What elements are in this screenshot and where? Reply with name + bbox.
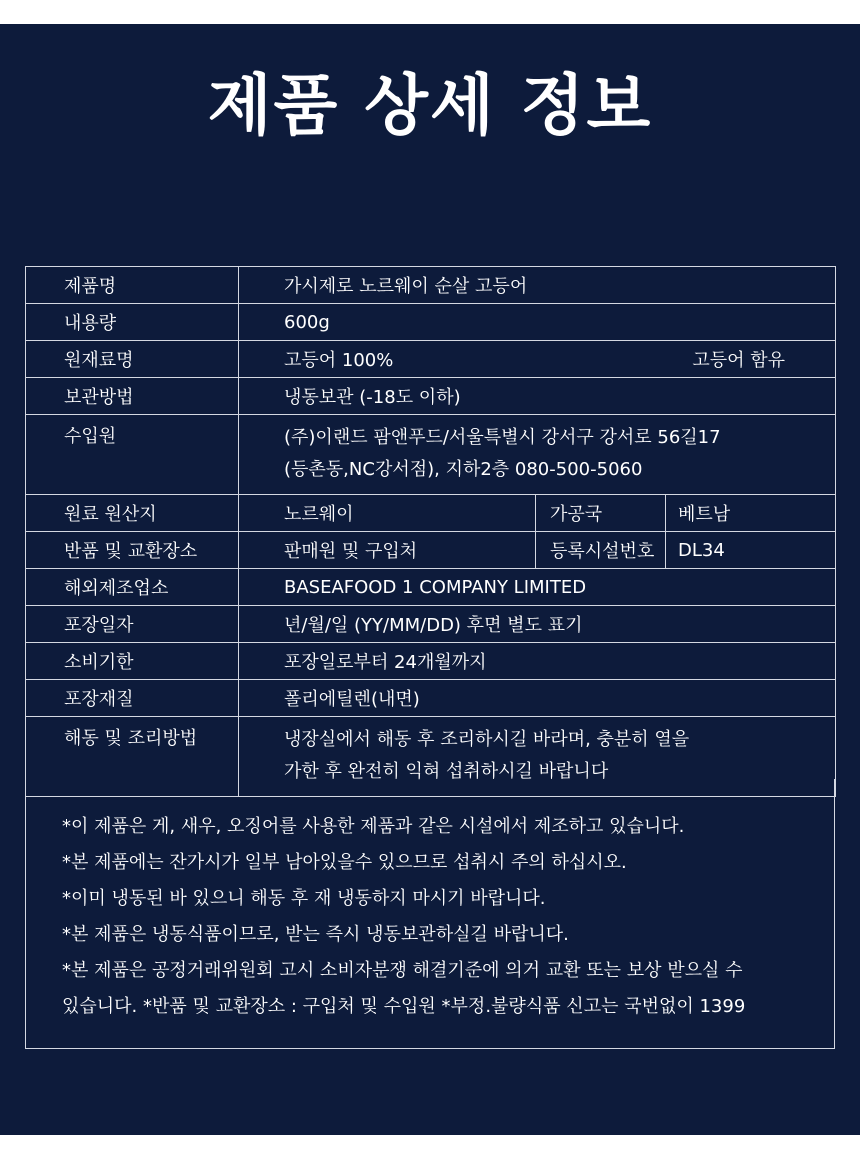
spec-row-expiry <box>26 643 836 680</box>
spec-value: 폴리에틸렌(내면) <box>239 680 836 717</box>
spec-sub-value: 베트남 <box>666 495 836 532</box>
ingredients-extra: 고등어 함유 <box>692 350 785 371</box>
spec-row-pack-date <box>26 606 836 643</box>
spec-value: 가시제로 노르웨이 순살 고등어 <box>239 267 836 304</box>
spec-row-origin <box>26 495 836 532</box>
spec-value: BASEAFOOD 1 COMPANY LIMITED <box>239 569 836 606</box>
cooking-line-2: 가한 후 완전히 익혀 섭취하시길 바랍니다 <box>284 761 609 782</box>
importer-line-2: (등촌동,NC강서점), 지하2층 080-500-5060 <box>284 459 643 480</box>
spec-value <box>239 415 836 495</box>
spec-sub-value: DL34 <box>666 532 836 569</box>
spec-row-packaging <box>26 680 836 717</box>
importer-line-1: (주)이랜드 팜앤푸드/서울특별시 강서구 강서로 56길17 <box>284 427 721 448</box>
spec-row-manufacturer <box>26 569 836 606</box>
spec-value: 냉동보관 (-18도 이하) <box>239 378 836 415</box>
spec-row-product-name <box>26 267 836 304</box>
notes-box <box>25 779 835 1049</box>
spec-sub-label: 가공국 <box>536 495 666 532</box>
note-line: *이미 냉동된 바 있으니 해동 후 재 냉동하지 마시기 바랍니다. <box>62 888 546 909</box>
spec-value: 판매원 및 구입처 <box>239 532 536 569</box>
spec-label: 내용량 <box>26 304 239 341</box>
spec-row-ingredients <box>26 341 836 378</box>
spec-label: 수입원 <box>26 415 239 495</box>
spec-label: 원재료명 <box>26 341 239 378</box>
spec-label: 원료 원산지 <box>26 495 239 532</box>
note-line: *본 제품은 냉동식품이므로, 받는 즉시 냉동보관하실길 바랍니다. <box>62 924 569 945</box>
spec-value <box>239 341 836 378</box>
spec-label: 포장일자 <box>26 606 239 643</box>
spec-row-content <box>26 304 836 341</box>
spec-row-returns <box>26 532 836 569</box>
cooking-line-1: 냉장실에서 해동 후 조리하시길 바라며, 충분히 열을 <box>284 729 690 750</box>
spec-value: 포장일로부터 24개월까지 <box>239 643 836 680</box>
spec-label: 포장재질 <box>26 680 239 717</box>
spec-label: 제품명 <box>26 267 239 304</box>
spec-value: 년/월/일 (YY/MM/DD) 후면 별도 표기 <box>239 606 836 643</box>
spec-row-importer <box>26 415 836 495</box>
note-line: 있습니다. *반품 및 교환장소 : 구입처 및 수입원 *부정.불량식품 신고는 국번없이 1399 <box>62 996 746 1017</box>
spec-value: 노르웨이 <box>239 495 536 532</box>
spec-label: 보관방법 <box>26 378 239 415</box>
spec-label: 해외제조업소 <box>26 569 239 606</box>
note-line: *본 제품에는 잔가시가 일부 남아있을수 있으므로 섭취시 주의 하십시오. <box>62 852 627 873</box>
spec-label: 소비기한 <box>26 643 239 680</box>
ingredients-value: 고등어 100% <box>284 350 394 371</box>
spec-row-storage <box>26 378 836 415</box>
product-info-panel <box>0 24 860 1135</box>
page-title: 제품 상세 정보 <box>207 67 653 144</box>
spec-value: 600g <box>239 304 836 341</box>
note-line: *본 제품은 공정거래위원회 고시 소비자분쟁 해결기준에 의거 교환 또는 보상 받으실 수 <box>62 960 743 981</box>
spec-label: 해동 및 조리방법 <box>26 717 239 797</box>
spec-sub-label: 등록시설번호 <box>536 532 666 569</box>
note-line: *이 제품은 게, 새우, 오징어를 사용한 제품과 같은 시설에서 제조하고 있습니다. <box>62 816 685 837</box>
spec-label: 반품 및 교환장소 <box>26 532 239 569</box>
spec-table <box>25 266 836 797</box>
